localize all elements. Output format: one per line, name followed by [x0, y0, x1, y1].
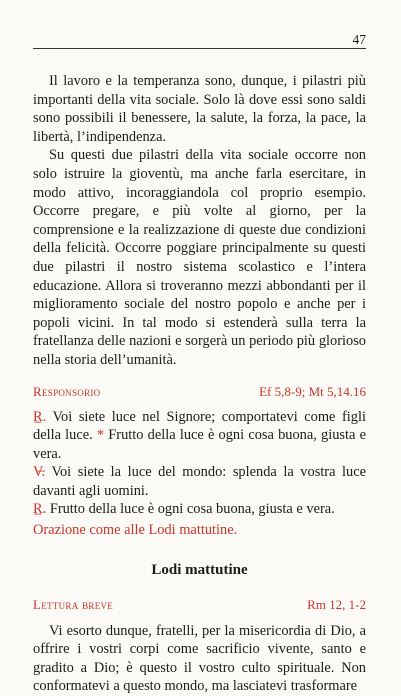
response-1-continuation: Frutto della luce è ogni cosa buona, giusta e vera.	[33, 427, 366, 462]
body-paragraph-2: Su questi due pilastri della vita sociale occorre non solo istruire la gioventù, ma anche farla esercitare, in modo attivo, incoraggiandola col proprio esempio. Occorre pregare, e più volte al giorno, per la comprensione e la realizzazione di queste due condizioni della felicità. Occorre poggiare principalmente su questi due pilastri il nostro sistema scolastico e l’intera educazione. Allora si troveranno mezzi abbondanti per il miglioramento sociale del nostro popolo e anche per i popoli vicini. In tal modo si estenderà sulla terra la fratellanza delle nazioni e sorgerà un periodo più glorioso nella storia dell’umanità.	[33, 147, 366, 368]
page-header	[33, 28, 366, 49]
book-page	[33, 28, 366, 696]
reading-text: Vi esorto dunque, fratelli, per la misericordia di Dio, a offrire i vostri corpi come sacrificio vivente, santo e gradito a Dio; è questo il vostro culto spirituale. Non conformatevi a questo mondo, ma lasciatevi trasformare	[33, 622, 366, 695]
section-title: Lodi mattutine	[151, 561, 248, 578]
responsory-response-2	[33, 500, 366, 519]
responsory-reference: Ef 5,8-9; Mt 5,14.16	[259, 383, 366, 399]
verse-symbol: V̶.	[33, 464, 46, 481]
response-2-text: Frutto della luce è ogni cosa buona, giusta e vera.	[49, 501, 335, 518]
responsory-response-1	[33, 408, 366, 464]
responsory-asterisk: *	[96, 427, 105, 444]
reading-reference: Rm 12, 1-2	[307, 596, 366, 612]
response-1-text: Voi siete luce nel Signore; comportatevi come figli della luce.	[33, 408, 366, 444]
oration-note: Orazione come alle Lodi mattutine.	[33, 522, 238, 539]
responsory-verse	[33, 463, 366, 500]
response-symbol: R̲.	[33, 501, 47, 518]
response-symbol: R̲.	[33, 408, 47, 425]
reading-label: Lettura breve	[33, 596, 114, 612]
reading-heading	[33, 597, 366, 613]
body-paragraph-1: Il lavoro e la temperanza sono, dunque, i pilastri più importanti della vita sociale. Solo là dove essi sono saldi sono possibili il benessere, la salute, la forza, la pace, la libertà, l’indipendenza.	[33, 73, 366, 145]
page-number: 47	[352, 32, 366, 47]
responsory-heading	[33, 384, 366, 400]
verse-text: Voi siete la luce del mondo: splenda la vostra luce davanti agli uomini.	[33, 464, 366, 499]
responsory-label: Responsorio	[33, 383, 101, 399]
